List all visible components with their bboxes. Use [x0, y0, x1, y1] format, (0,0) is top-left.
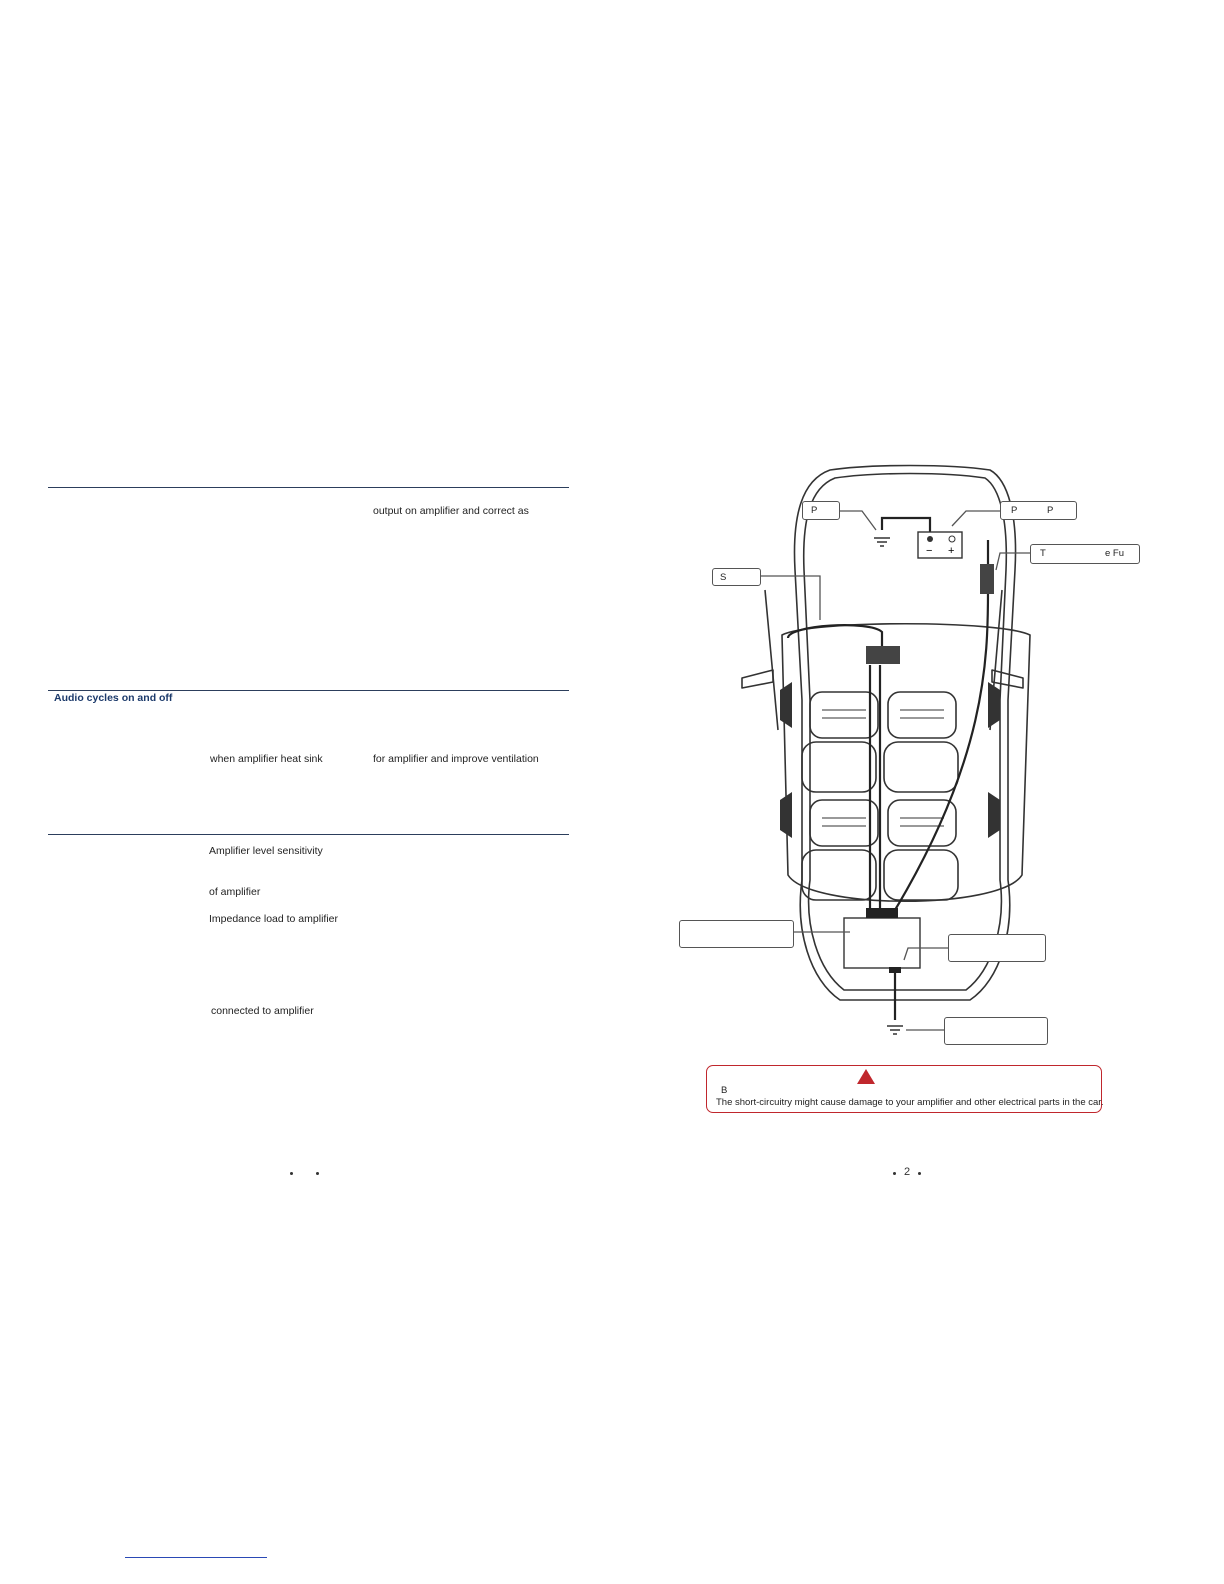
callout-inline-fuse-label-b: e Fu [1105, 548, 1125, 559]
callout-battery-positive-label-b: P [1047, 505, 1054, 516]
seat-rear-right-base [884, 850, 958, 900]
warning-line-2: The short-circuitry might cause damage to your amplifier and other electrical parts in the car. [716, 1097, 1104, 1108]
battery [918, 532, 962, 558]
right-page-number-dot-left [893, 1172, 896, 1175]
row3-cause-text-a: Amplifier level sensitivity [209, 845, 323, 857]
power-wire [892, 540, 988, 915]
car-inner-outline [804, 474, 1007, 991]
right-page-number-dot-right [918, 1172, 921, 1175]
callout-battery-ground-label: P [811, 505, 818, 516]
row3-cause-text-d: connected to amplifier [211, 1005, 314, 1017]
speaker-front-right [988, 682, 1000, 728]
amplifier [844, 918, 920, 968]
warning-triangle-icon [857, 1069, 875, 1084]
table-top-rule [48, 487, 569, 488]
callout-inline-fuse [1030, 544, 1140, 564]
seat-rear-right-back [888, 800, 956, 846]
right-page-number: 2 [904, 1166, 911, 1178]
row2-rule [48, 690, 569, 691]
mirror-right [992, 670, 1023, 688]
battery-plus-label: + [948, 545, 955, 557]
warning-line-1: B [721, 1085, 728, 1096]
row1-remedy-text: output on amplifier and correct as [373, 505, 529, 517]
row3-rule [48, 834, 569, 835]
callout-inline-fuse-label-a: T [1040, 548, 1046, 559]
battery-ground-wire [882, 518, 930, 532]
pillar-left [765, 590, 778, 730]
seat-front-left-back [810, 692, 878, 738]
mirror-left [742, 670, 773, 688]
row3-cause-text-c: Impedance load to amplifier [209, 913, 338, 925]
callout-battery-positive [1000, 501, 1077, 520]
row2-remedy-text: for amplifier and improve ventilation [373, 753, 539, 765]
seat-rear-left-back [810, 800, 878, 846]
callout-amp-ground [944, 1017, 1048, 1045]
seat-rear-left-base [802, 850, 876, 900]
left-page-number-dot-right [316, 1172, 319, 1175]
callout-remote-turn-on [948, 934, 1046, 962]
row2-problem-heading: Audio cycles on and off [54, 692, 173, 704]
cabin-outline [782, 624, 1030, 902]
seat-front-right-back [888, 692, 956, 738]
head-unit [866, 646, 900, 664]
seat-front-right-base [884, 742, 958, 792]
speaker-front-left [780, 682, 792, 728]
callout-battery-positive-label-a: P [1011, 505, 1018, 516]
callout-battery-ground [802, 501, 840, 520]
speakers [780, 682, 1000, 838]
footer-link-underline[interactable] [125, 1557, 267, 1558]
inline-fuse [980, 564, 994, 594]
callout-speaker-wiring [679, 920, 794, 948]
battery-minus-label: − [926, 545, 933, 557]
row2-cause-text: when amplifier heat sink [210, 753, 323, 765]
callout-signal-cable [712, 568, 761, 586]
signal-wire [788, 625, 882, 648]
speaker-rear-right [988, 792, 1000, 838]
callout-signal-cable-label: S [720, 572, 727, 583]
row3-cause-text-b: of amplifier [209, 886, 261, 898]
seat-front-left-base [802, 742, 876, 792]
speaker-rear-left [780, 792, 792, 838]
left-page-number-dot-left [290, 1172, 293, 1175]
